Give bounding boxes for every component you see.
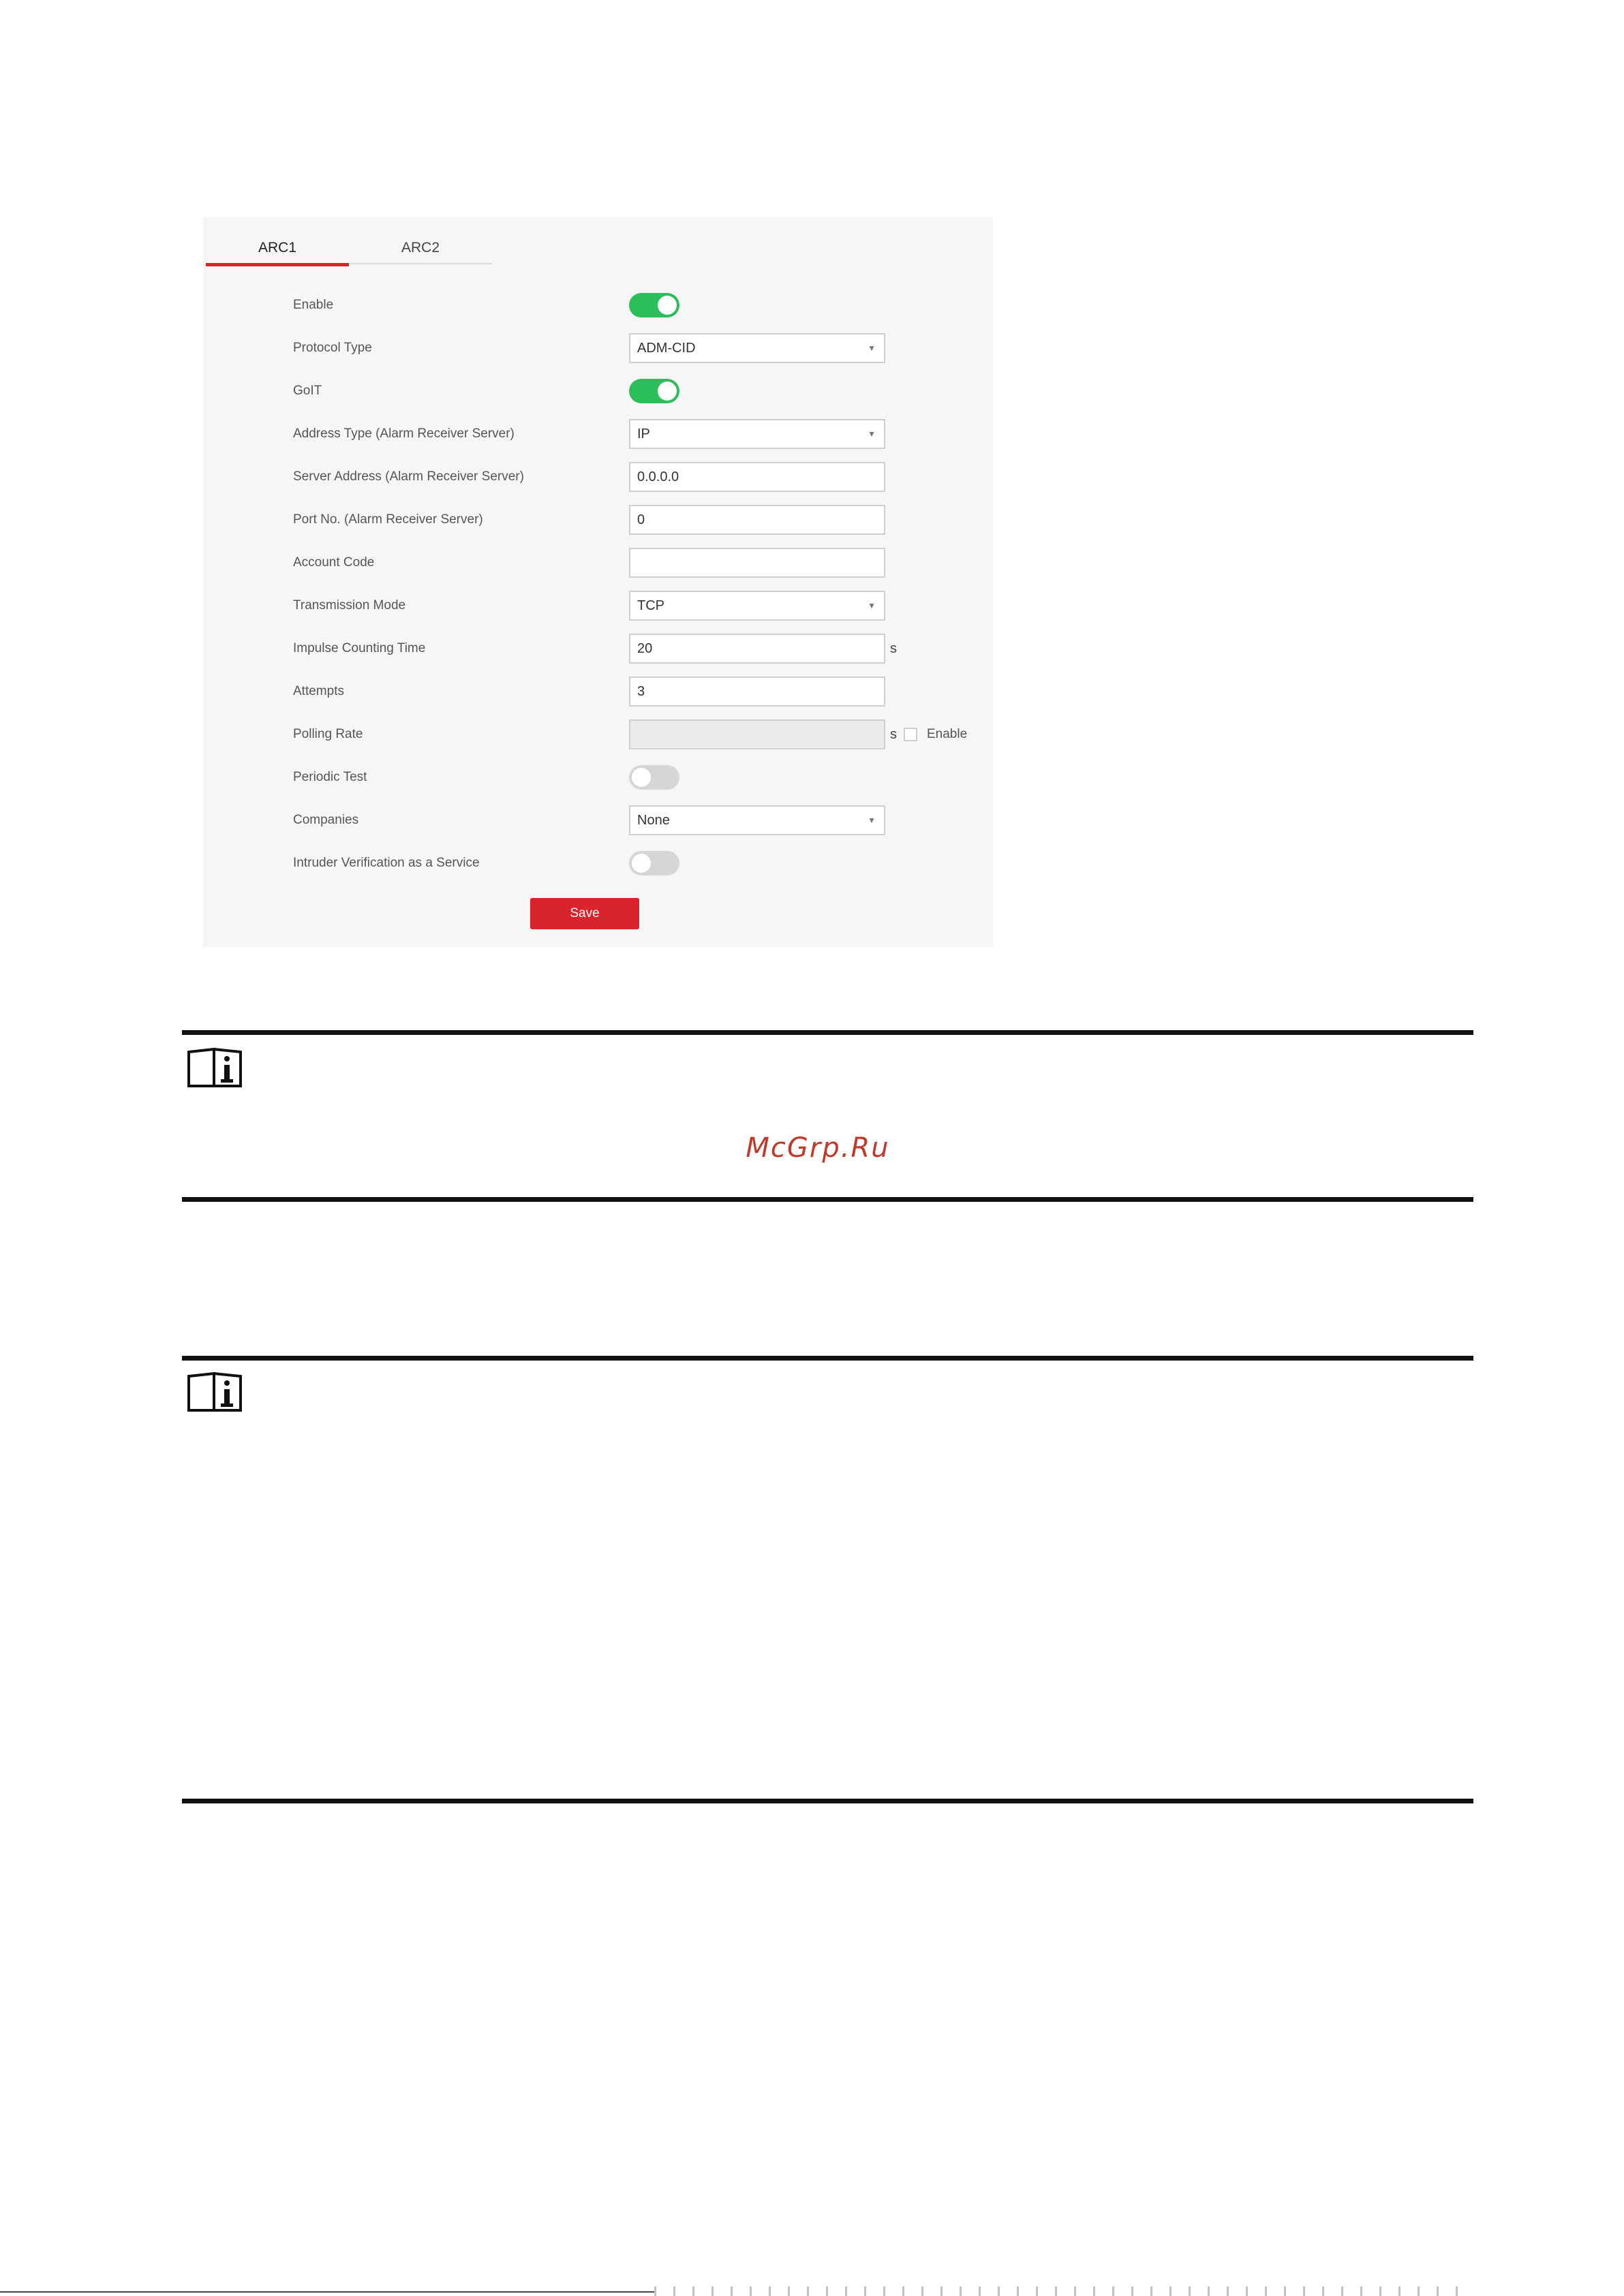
note-top-rule: [182, 1030, 1473, 1035]
periodic-test-toggle[interactable]: [629, 765, 679, 790]
row-address-type: [203, 418, 993, 450]
chevron-down-icon: ▼: [868, 816, 876, 825]
port-no-input[interactable]: 0: [629, 505, 885, 535]
address-type-label: Address Type (Alarm Receiver Server): [293, 426, 515, 441]
chevron-down-icon: ▼: [868, 429, 876, 439]
intruder-verification-toggle[interactable]: [629, 851, 679, 875]
note2-top-rule: [182, 1356, 1473, 1361]
row-companies: [203, 804, 993, 837]
protocol-type-value: ADM-CID: [637, 341, 696, 356]
gprs-toggle[interactable]: [629, 379, 679, 403]
footer-scan-artifact: [654, 2286, 1472, 2296]
enable-toggle[interactable]: [629, 293, 679, 317]
polling-enable-checkbox[interactable]: [904, 728, 917, 741]
note-bottom-rule: [182, 1197, 1473, 1202]
note-info-icon: [187, 1046, 243, 1089]
intruder-verification-label: Intruder Verification as a Service: [293, 856, 480, 870]
periodic-test-label: Periodic Test: [293, 770, 367, 784]
toggle-knob: [658, 296, 677, 315]
impulse-counting-time-input[interactable]: 20: [629, 634, 885, 664]
toggle-knob: [658, 382, 677, 401]
address-type-value: IP: [637, 426, 650, 441]
chevron-down-icon: ▼: [868, 343, 876, 353]
account-code-label: Account Code: [293, 555, 375, 570]
watermark: McGrp.Ru: [746, 1132, 890, 1164]
toggle-knob: [632, 854, 651, 873]
polling-enable-label: Enable: [927, 727, 968, 741]
attempts-input[interactable]: 3: [629, 677, 885, 707]
row-attempts: [203, 675, 993, 708]
row-polling-rate: [203, 718, 993, 751]
server-address-input[interactable]: 0.0.0.0: [629, 462, 885, 492]
row-protocol-type: [203, 332, 993, 364]
arc-settings-panel: [203, 217, 993, 947]
account-code-input[interactable]: [629, 548, 885, 578]
attempts-label: Attempts: [293, 684, 344, 698]
impulse-counting-time-label: Impulse Counting Time: [293, 641, 426, 655]
transmission-mode-value: TCP: [637, 598, 664, 613]
toggle-knob: [632, 768, 651, 787]
tab-arc1[interactable]: ARC1: [206, 233, 349, 266]
polling-rate-input[interactable]: [629, 719, 885, 749]
impulse-unit: s: [890, 641, 897, 656]
protocol-type-label: Protocol Type: [293, 341, 372, 355]
row-account-code: [203, 546, 993, 579]
note-info-icon: [187, 1371, 243, 1413]
row-impulse-counting-time: [203, 632, 993, 665]
protocol-type-select[interactable]: [629, 333, 885, 363]
row-port-no: [203, 503, 993, 536]
polling-rate-label: Polling Rate: [293, 727, 363, 741]
transmission-mode-select[interactable]: [629, 591, 885, 621]
note2-bottom-rule: [182, 1799, 1473, 1803]
save-button[interactable]: Save: [530, 898, 639, 929]
gprs-label: GoIT: [293, 384, 322, 398]
footer-rule: [0, 2291, 654, 2293]
enable-label: Enable: [293, 298, 334, 312]
port-no-label: Port No. (Alarm Receiver Server): [293, 512, 483, 527]
row-enable: [203, 289, 993, 322]
chevron-down-icon: ▼: [868, 601, 876, 610]
row-intruder-verification: [203, 847, 993, 880]
row-periodic-test: [203, 761, 993, 794]
row-server-address: [203, 461, 993, 493]
companies-select[interactable]: [629, 805, 885, 835]
address-type-select[interactable]: [629, 419, 885, 449]
companies-label: Companies: [293, 813, 359, 827]
server-address-label: Server Address (Alarm Receiver Server): [293, 469, 524, 484]
tab-arc2[interactable]: ARC2: [349, 233, 492, 264]
row-transmission-mode: [203, 589, 993, 622]
row-gprs: [203, 375, 993, 407]
transmission-mode-label: Transmission Mode: [293, 598, 406, 612]
companies-value: None: [637, 813, 670, 828]
polling-unit: s: [890, 727, 897, 742]
